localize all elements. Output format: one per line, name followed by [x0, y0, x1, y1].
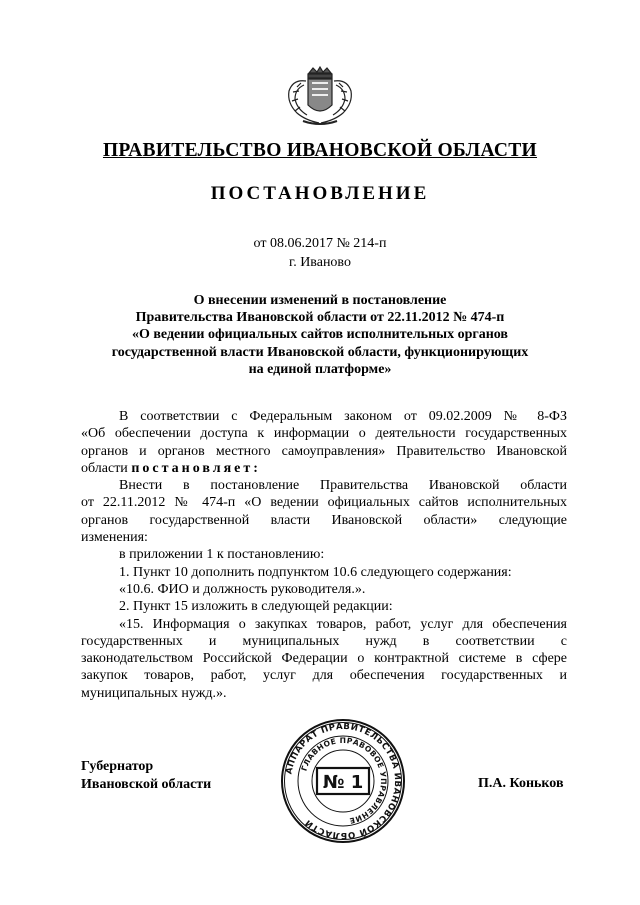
- seal-number: № 1: [322, 772, 364, 793]
- title-line: государственной власти Ивановской области, функционирующих: [111, 344, 529, 360]
- date-number: от 08.06.2017 № 214-п: [253, 236, 387, 251]
- body-line: В соответствии с Федеральным законом от 09.02.2009 № 8-ФЗ: [119, 409, 567, 424]
- body-line: 2. Пункт 15 изложить в следующей редакции:: [119, 599, 393, 615]
- seal-outer-text: АППАРАТ ПРАВИТЕЛЬСТВА ИВАНОВСКОЙ ОБЛАСТИ: [284, 721, 403, 841]
- signature-position: [81, 758, 211, 793]
- official-seal: [280, 718, 406, 844]
- body-line: 1. Пункт 10 дополнить подпунктом 10.6 следующего содержания:: [119, 564, 512, 580]
- body-line: органов и органов местного самоуправления» Правительство Ивановской: [81, 443, 567, 459]
- body-line: законодательством Российской Федерации о контрактной системе в сфере: [81, 651, 567, 667]
- organization-title: ПРАВИТЕЛЬСТВО ИВАНОВСКОЙ ОБЛАСТИ: [102, 140, 538, 161]
- document-body: [81, 408, 567, 702]
- city: г. Иваново: [289, 255, 351, 270]
- signatory-name: П.А. Коньков: [478, 776, 564, 791]
- title-line: О внесении изменений в постановление: [193, 293, 447, 308]
- body-line: «10.6. ФИО и должность руководителя.».: [119, 581, 366, 597]
- document-type: ПОСТАНОВЛЕНИЕ: [210, 183, 430, 204]
- body-line: «Об обеспечении доступа к информации о деятельности государственных: [81, 426, 567, 442]
- body-line: государственных и муниципальных нужд в соответствии с: [81, 633, 567, 649]
- body-line: изменения:: [81, 530, 148, 546]
- title-line: «О ведении официальных сайтов исполнительных органов: [131, 327, 508, 343]
- body-line: «15. Информация о закупках товаров, работ, услуг для обеспечения: [119, 616, 567, 632]
- title-line: на единой платформе»: [248, 361, 392, 377]
- body-text: области: [81, 460, 128, 476]
- body-line: [81, 460, 567, 477]
- body-line: органов государственной власти Ивановской области» следующие: [81, 512, 567, 528]
- body-line: муниципальных нужд.».: [81, 685, 227, 701]
- body-line: от 22.11.2012 № 474-п «О ведении официальных сайтов исполнительных: [81, 495, 567, 511]
- position-line: Ивановской области: [81, 776, 212, 792]
- coat-of-arms-icon: [283, 65, 357, 127]
- resolution-title: [80, 292, 560, 378]
- decree-word: постановляет:: [131, 460, 261, 476]
- position-line: Губернатор: [81, 759, 154, 774]
- body-line: Внести в постановление Правительства Ивановской области: [119, 478, 567, 494]
- title-line: Правительства Ивановской области от 22.11.2012 № 474-п: [135, 310, 505, 326]
- seal-inner-text: ГЛАВНОЕ ПРАВОВОЕ УПРАВЛЕНИЕ: [299, 735, 389, 826]
- body-line: закупок товаров, работ, услуг для обеспечения государственных и: [81, 668, 567, 684]
- body-line: в приложении 1 к постановлению:: [119, 547, 325, 563]
